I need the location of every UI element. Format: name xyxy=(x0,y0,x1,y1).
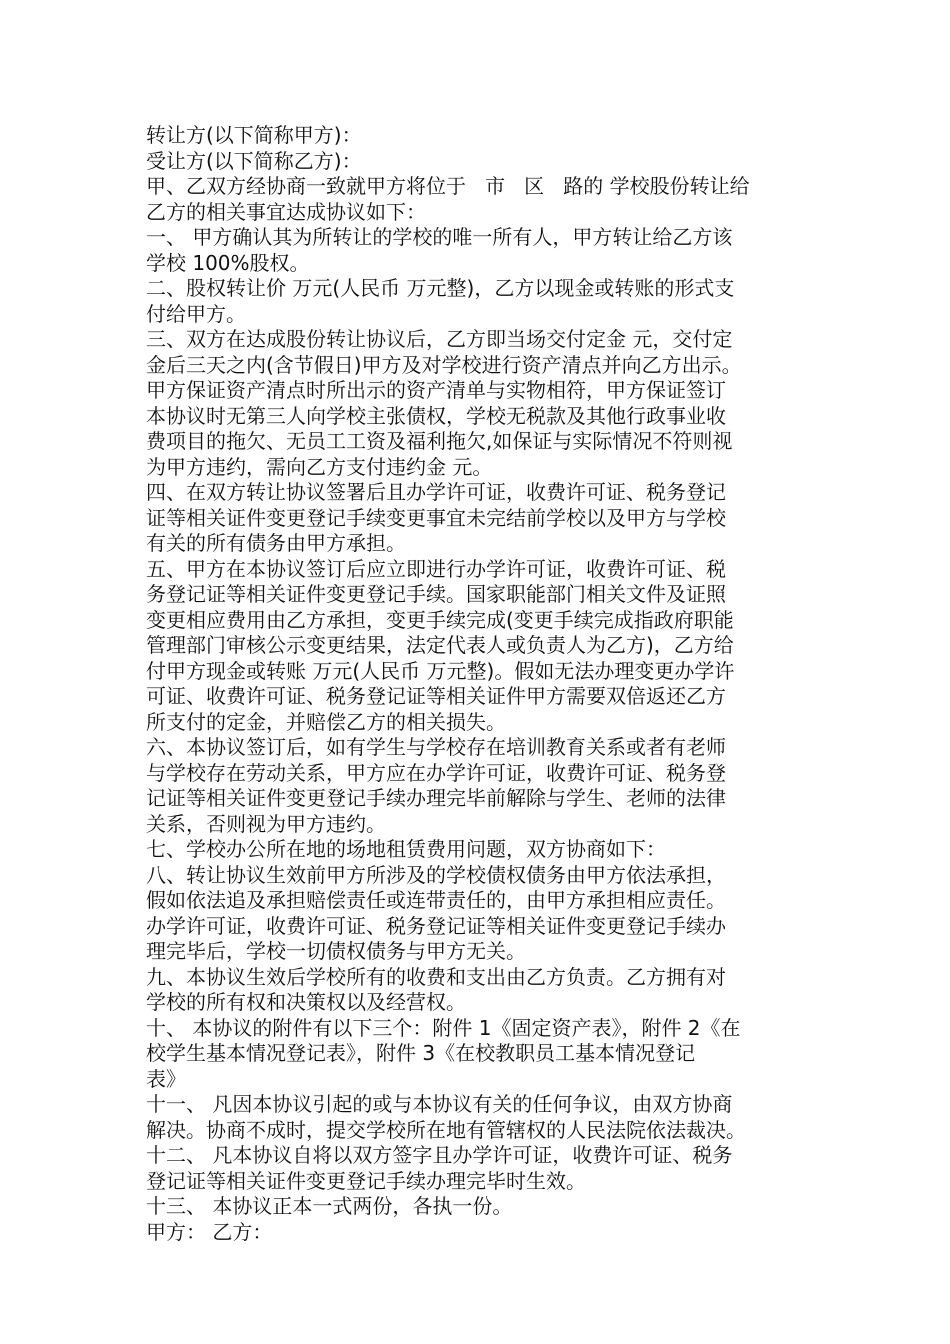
doc-line: 理完毕后，学校一切债权债务与甲方无关。 xyxy=(146,939,526,963)
doc-line-signatures: 甲方： 乙方： xyxy=(146,1219,273,1244)
doc-line: 登记证等相关证件变更登记手续办理完毕时生效。 xyxy=(146,1168,586,1193)
doc-line: 假如依法追及承担赔偿责任或连带责任的，由甲方承担相应责任。 xyxy=(146,888,726,912)
doc-line: 可证、收费许可证、税务登记证等相关证件甲方需要双倍返还乙方 xyxy=(146,684,726,708)
doc-line: 十三、 本协议正本一式两份，各执一份。 xyxy=(146,1194,513,1218)
doc-line: 务登记证等相关证件变更登记手续。国家职能部门相关文件及证照 xyxy=(146,582,726,606)
doc-line: 九、本协议生效后学校所有的收费和支出由乙方负责。乙方拥有对 xyxy=(146,964,726,989)
doc-line: 付给甲方。 xyxy=(146,301,246,326)
doc-line: 费项目的拖欠、无员工工资及福利拖欠,如保证与实际情况不符则视 xyxy=(146,429,733,453)
document-body xyxy=(146,123,810,1245)
doc-line: 所支付的定金，并赔偿乙方的相关损失。 xyxy=(146,709,506,734)
doc-line: 解决。协商不成时，提交学校所在地有管辖权的人民法院依法裁决。 xyxy=(146,1117,746,1142)
doc-line: 十一、 凡因本协议引起的或与本协议有关的任何争议，由双方协商 xyxy=(146,1092,733,1116)
doc-line-transferor: 转让方(以下简称甲方)： xyxy=(146,123,362,147)
doc-line: 变更相应费用由乙方承担，变更手续完成(变更手续完成指政府职能 xyxy=(146,607,734,632)
doc-line: 甲、乙双方经协商一致就甲方将位于 市 区 路的 学校股份转让给 xyxy=(146,174,750,198)
doc-line: 七、学校办公所在地的场地租赁费用问题，双方协商如下： xyxy=(146,837,666,861)
doc-line: 四、在双方转让协议签署后且办学许可证，收费许可证、税务登记 xyxy=(146,480,726,504)
doc-line: 一、 甲方确认其为所转让的学校的唯一所有人，甲方转让给乙方该 xyxy=(146,225,733,249)
doc-line: 本协议时无第三人向学校主张债权，学校无税款及其他行政事业收 xyxy=(146,403,726,428)
doc-line: 与学校存在劳动关系，甲方应在办学许可证，收费许可证、税务登 xyxy=(146,760,726,785)
doc-line: 乙方的相关事宜达成协议如下： xyxy=(146,199,426,224)
doc-line: 管理部门审核公示变更结果，法定代表人或负责人为乙方)，乙方给 xyxy=(146,633,734,657)
doc-line: 甲方保证资产清点时所出示的资产清单与实物相符，甲方保证签订 xyxy=(146,378,726,402)
doc-line: 为甲方违约，需向乙方支付违约金 元。 xyxy=(146,454,493,479)
doc-line: 关系，否则视为甲方违约。 xyxy=(146,811,386,836)
doc-line: 六、本协议签订后，如有学生与学校存在培训教育关系或者有老师 xyxy=(146,735,726,759)
doc-line: 十、 本协议的附件有以下三个：附件 1《固定资产表》，附件 2《在 xyxy=(146,1015,741,1040)
doc-line: 金后三天之内(含节假日)甲方及对学校进行资产清点并向乙方出示。 xyxy=(146,352,742,377)
doc-line: 办学许可证，收费许可证、税务登记证等相关证件变更登记手续办 xyxy=(146,913,726,938)
doc-line: 十二、 凡本协议自将以双方签字且办学许可证，收费许可证、税务 xyxy=(146,1143,733,1167)
doc-line: 校学生基本情况登记表》，附件 3《在校教职员工基本情况登记 xyxy=(146,1041,696,1065)
doc-line: 记证等相关证件变更登记手续办理完毕前解除与学生、老师的法律 xyxy=(146,786,726,810)
doc-line: 表》 xyxy=(146,1066,186,1091)
doc-line: 学校 100%股权。 xyxy=(146,250,310,275)
doc-line: 付甲方现金或转账 万元(人民币 万元整)。假如无法办理变更办学许 xyxy=(146,658,735,683)
doc-line: 三、双方在达成股份转让协议后，乙方即当场交付定金 元，交付定 xyxy=(146,327,733,351)
doc-line: 证等相关证件变更登记手续变更事宜未完结前学校以及甲方与学校 xyxy=(146,505,726,530)
doc-line: 五、甲方在本协议签订后应立即进行办学许可证，收费许可证、税 xyxy=(146,556,726,581)
doc-line: 二、股权转让价 万元(人民币 万元整)，乙方以现金或转账的形式支 xyxy=(146,276,735,300)
doc-line: 学校的所有权和决策权以及经营权。 xyxy=(146,990,466,1014)
doc-line: 八、转让协议生效前甲方所涉及的学校债权债务由甲方依法承担， xyxy=(146,862,726,887)
doc-line-transferee: 受让方(以下简称乙方)： xyxy=(146,148,362,173)
doc-line: 有关的所有债务由甲方承担。 xyxy=(146,531,406,555)
